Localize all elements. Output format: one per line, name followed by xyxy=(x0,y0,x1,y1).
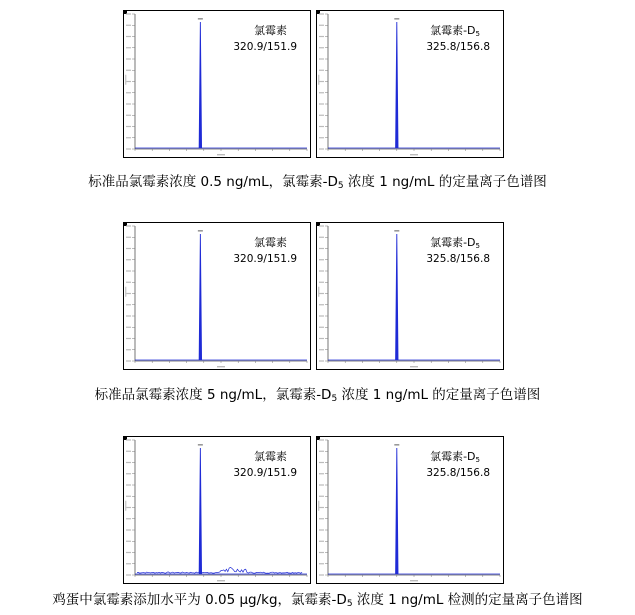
y-tick-label xyxy=(126,563,131,564)
chromatogram-panel-4 xyxy=(316,222,504,370)
y-tick-label xyxy=(126,484,131,485)
peak-apex-label xyxy=(394,444,399,446)
y-tick-label xyxy=(319,518,324,519)
y-tick-label xyxy=(126,25,131,26)
compound-label: 氯霉素-D5 xyxy=(430,236,480,250)
caption-3-subscript: 5 xyxy=(346,599,353,609)
caption-1-text-end: 浓度 1 ng/mL 的定量离子色谱图 xyxy=(343,174,547,190)
y-tick-label xyxy=(126,349,131,350)
y-tick-label xyxy=(319,574,324,575)
chromatogram-svg xyxy=(123,10,311,158)
y-tick-label xyxy=(126,92,131,93)
chromatogram-panel-1 xyxy=(123,10,311,158)
y-tick-label xyxy=(319,103,324,104)
y-tick-label xyxy=(319,225,324,226)
y-axis-label xyxy=(318,501,319,511)
peak-apex-label xyxy=(394,230,399,232)
y-tick-label xyxy=(126,81,131,82)
caption-1-text: 标准品氯霉素浓度 0.5 ng/mL，氯霉素-D xyxy=(88,174,338,190)
y-tick-label xyxy=(126,529,131,530)
y-axis-label xyxy=(318,287,319,297)
y-tick-label xyxy=(319,282,324,283)
y-tick-label xyxy=(126,552,131,553)
y-tick-label xyxy=(126,259,131,260)
y-axis-label xyxy=(125,287,126,297)
y-tick-label xyxy=(126,237,131,238)
chromatogram-panel-3 xyxy=(123,222,311,370)
y-tick-label xyxy=(319,507,324,508)
compound-label: 氯霉素-D5 xyxy=(430,24,480,38)
transition-label: 325.8/156.8 xyxy=(426,41,490,53)
y-tick-label xyxy=(126,225,131,226)
y-tick-label xyxy=(319,58,324,59)
chromatogram-svg xyxy=(123,436,311,584)
y-tick-label xyxy=(126,451,131,452)
x-axis-label xyxy=(410,366,418,367)
y-tick-label xyxy=(126,126,131,127)
y-tick-label xyxy=(126,360,131,361)
y-axis-label xyxy=(318,75,319,85)
y-tick-label xyxy=(319,451,324,452)
y-tick-label xyxy=(319,115,324,116)
y-tick-label xyxy=(126,304,131,305)
x-axis-label xyxy=(217,366,225,367)
y-tick-label xyxy=(126,270,131,271)
y-tick-label xyxy=(126,248,131,249)
y-tick-label xyxy=(126,47,131,48)
y-tick-label xyxy=(319,70,324,71)
y-tick-label xyxy=(126,58,131,59)
y-tick-label xyxy=(319,237,324,238)
chromatogram-svg xyxy=(316,10,504,158)
compound-label: 氯霉素-D5 xyxy=(430,450,480,464)
y-tick-label xyxy=(126,115,131,116)
caption-2-text-end: 浓度 1 ng/mL 的定量离子色谱图 xyxy=(337,387,541,403)
compound-label: 氯霉素 xyxy=(254,24,287,37)
y-tick-label xyxy=(126,473,131,474)
caption-3-text-end: 浓度 1 ng/mL 检测的定量离子色谱图 xyxy=(352,592,583,608)
y-tick-label xyxy=(126,327,131,328)
peak-apex-label xyxy=(394,18,399,20)
y-tick-label xyxy=(319,496,324,497)
y-tick-label xyxy=(126,439,131,440)
compound-label: 氯霉素 xyxy=(254,236,287,249)
caption-3 xyxy=(0,588,635,609)
caption-2-subscript: 5 xyxy=(331,394,338,404)
x-axis-label xyxy=(217,580,225,581)
chromatogram-panel-6 xyxy=(316,436,504,584)
y-tick-label xyxy=(319,360,324,361)
y-tick-label xyxy=(126,496,131,497)
peak-apex-label xyxy=(198,18,203,20)
y-tick-label xyxy=(319,47,324,48)
caption-1 xyxy=(0,170,635,191)
y-tick-label xyxy=(319,349,324,350)
y-axis-label xyxy=(125,501,126,511)
y-tick-label xyxy=(319,327,324,328)
y-tick-label xyxy=(319,148,324,149)
y-tick-label xyxy=(319,563,324,564)
y-tick-label xyxy=(126,282,131,283)
caption-3-text: 鸡蛋中氯霉素添加水平为 0.05 μg/kg，氯霉素-D xyxy=(52,592,347,608)
chromatogram-panel-2 xyxy=(316,10,504,158)
transition-label: 325.8/156.8 xyxy=(426,467,490,479)
chromatogram-panel-5 xyxy=(123,436,311,584)
y-tick-label xyxy=(319,270,324,271)
y-tick-label xyxy=(126,315,131,316)
y-tick-label xyxy=(319,484,324,485)
x-axis-label xyxy=(410,154,418,155)
y-tick-label xyxy=(319,259,324,260)
y-tick-label xyxy=(126,36,131,37)
y-tick-label xyxy=(319,293,324,294)
y-tick-label xyxy=(319,137,324,138)
y-tick-label xyxy=(126,70,131,71)
chromatogram-svg xyxy=(316,222,504,370)
y-tick-label xyxy=(319,25,324,26)
y-tick-label xyxy=(319,439,324,440)
y-tick-label xyxy=(319,541,324,542)
chromatogram-svg xyxy=(316,436,504,584)
y-tick-label xyxy=(126,462,131,463)
y-tick-label xyxy=(319,36,324,37)
transition-label: 320.9/151.9 xyxy=(233,253,297,265)
y-tick-label xyxy=(126,507,131,508)
y-tick-label xyxy=(126,338,131,339)
y-tick-label xyxy=(319,529,324,530)
caption-2-text: 标准品氯霉素浓度 5 ng/mL，氯霉素-D xyxy=(94,387,332,403)
peak-apex-label xyxy=(198,444,203,446)
y-tick-label xyxy=(126,574,131,575)
transition-label: 325.8/156.8 xyxy=(426,253,490,265)
y-tick-label xyxy=(126,13,131,14)
x-axis-label xyxy=(217,154,225,155)
y-tick-label xyxy=(126,518,131,519)
caption-1-subscript: 5 xyxy=(337,181,344,191)
y-tick-label xyxy=(319,304,324,305)
transition-label: 320.9/151.9 xyxy=(233,467,297,479)
chromatogram-svg xyxy=(123,222,311,370)
y-tick-label xyxy=(319,338,324,339)
caption-2 xyxy=(0,383,635,404)
y-tick-label xyxy=(319,473,324,474)
y-tick-label xyxy=(319,126,324,127)
y-tick-label xyxy=(319,552,324,553)
y-tick-label xyxy=(126,148,131,149)
y-tick-label xyxy=(126,541,131,542)
compound-label: 氯霉素 xyxy=(254,450,287,463)
y-tick-label xyxy=(319,462,324,463)
y-tick-label xyxy=(126,103,131,104)
transition-label: 320.9/151.9 xyxy=(233,41,297,53)
y-tick-label xyxy=(319,92,324,93)
y-tick-label xyxy=(319,13,324,14)
y-tick-label xyxy=(126,137,131,138)
y-tick-label xyxy=(319,248,324,249)
peak-apex-label xyxy=(198,230,203,232)
x-axis-label xyxy=(410,580,418,581)
y-tick-label xyxy=(319,315,324,316)
y-tick-label xyxy=(126,293,131,294)
y-axis-label xyxy=(125,75,126,85)
y-tick-label xyxy=(319,81,324,82)
